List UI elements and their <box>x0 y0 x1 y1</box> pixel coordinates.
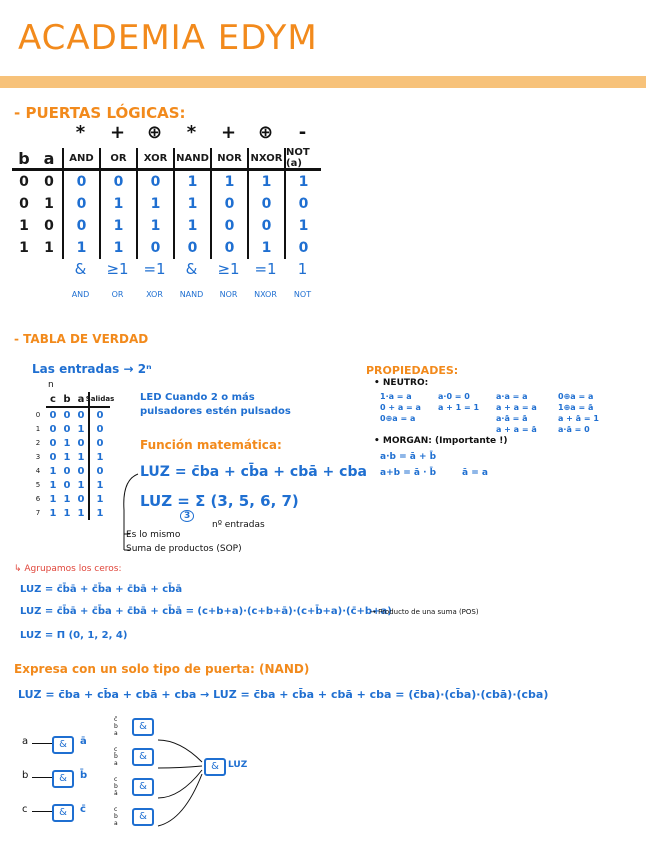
tv-cell: 1 <box>63 451 71 463</box>
operator-symbol: ⊕ <box>146 122 163 143</box>
operator-symbol: - <box>298 122 307 143</box>
page-title: ACADEMIA EDYM <box>18 18 318 58</box>
nand-input-label: c <box>22 804 28 815</box>
neutro-item: a·ā = ā <box>496 414 528 423</box>
iec-gate-symbol: =1 <box>143 260 166 278</box>
tv-cell: 0 <box>77 493 85 505</box>
gate-table-cell: 0 <box>136 171 173 193</box>
iec-gate-symbol: =1 <box>254 260 277 278</box>
nand-input-label: a <box>22 736 29 747</box>
logic-gates-table <box>12 122 321 259</box>
same-note: Es lo mismo <box>126 530 181 540</box>
gate-table-cell: 0 <box>173 237 210 259</box>
tv-cell: 1 <box>63 507 71 519</box>
stack-input-label: a <box>114 760 118 767</box>
gate-table-cell: 0 <box>136 237 173 259</box>
wire <box>32 743 52 744</box>
gate-table-cell: 1 <box>99 215 136 237</box>
wire <box>32 777 52 778</box>
gate-table-header: NXOR <box>247 148 284 171</box>
properties-heading: PROPIEDADES: <box>366 364 459 377</box>
stack-input-label: b <box>114 813 118 820</box>
tv-cell: 1 <box>49 507 57 519</box>
n-label: n <box>48 380 54 390</box>
stack-input-label: a <box>114 820 118 827</box>
gate-table-cell: 0 <box>210 193 247 215</box>
ansi-gate-symbol: NAND <box>179 290 204 299</box>
stack-input-label: ā <box>114 790 118 797</box>
neutro-item: 0 + a = a <box>380 403 421 412</box>
gate-table-cell: 1 <box>136 215 173 237</box>
tv-cell: 0 <box>63 423 71 435</box>
tv-cell: 1 <box>49 493 57 505</box>
gate-table-cell: 0 <box>284 237 321 259</box>
stack-input-label: b <box>114 783 118 790</box>
tv-row-index: 6 <box>35 495 41 503</box>
tv-cell: 1 <box>77 451 85 463</box>
gate-table-header: OR <box>99 148 136 171</box>
final-nand-gate: & <box>204 758 226 776</box>
gate-table-cell: 1 <box>210 171 247 193</box>
neutro-item: a·0 = 0 <box>438 392 470 401</box>
neutro-item <box>380 425 438 436</box>
entradas-note: Las entradas → 2ⁿ <box>32 362 152 376</box>
gate-table-cell: 1 <box>247 171 284 193</box>
tv-row-index: 4 <box>35 467 41 475</box>
function-title: Función matemática: <box>140 438 282 452</box>
gate-table-cell: 1 <box>99 193 136 215</box>
truth-table <box>30 392 115 520</box>
tv-cell: 0 <box>49 451 57 463</box>
tv-row-index: 3 <box>35 453 41 461</box>
zeros-line-1: LUZ = c̄b̄ā + c̄b̄a + c̄bā + cb̄ā <box>20 584 183 595</box>
gate-table-cell: 1 <box>247 237 284 259</box>
tv-cell: 0 <box>49 423 57 435</box>
tv-header: b <box>60 392 74 408</box>
tv-row-index: 0 <box>35 411 41 419</box>
tv-row-index: 5 <box>35 481 41 489</box>
neutro-item: a + 1 = 1 <box>438 403 480 412</box>
operator-symbol: * <box>75 122 86 143</box>
gate-table-cell: 0 <box>19 196 29 212</box>
tv-cell: 1 <box>63 493 71 505</box>
gate-table-cell: 1 <box>99 237 136 259</box>
gate-table-cell: 1 <box>173 215 210 237</box>
gate-table-cell: 0 <box>210 237 247 259</box>
stack-input-label: a <box>114 730 118 737</box>
stack-input-label: b <box>114 723 118 730</box>
nand-output-label: ā <box>80 736 87 747</box>
zeros-line-3: LUZ = Π (0, 1, 2, 4) <box>20 630 128 641</box>
ansi-gate-symbols <box>62 290 321 299</box>
zeros-line-2: LUZ = c̄b̄ā + c̄b̄a + c̄bā + cb̄ā = (c+b+a)·(c+b+ā)·(c+b̄+a)·(c̄+b+a) <box>20 606 392 617</box>
tv-cell: 0 <box>77 465 85 477</box>
iec-gate-symbol: ≥1 <box>106 260 129 278</box>
tv-cell: 1 <box>88 506 110 520</box>
gate-table-header: NOT (a) <box>284 148 321 171</box>
morgan-1: a·b = ā + b̄ <box>380 452 437 462</box>
ansi-gate-symbol: OR <box>111 290 124 299</box>
section-heading-truth-table: - TABLA DE VERDAD <box>14 332 149 346</box>
function-expression: LUZ = c̄ba + cb̄a + cbā + cba <box>140 464 367 480</box>
tv-cell: 1 <box>88 450 110 464</box>
neutro-item: a·ā = 0 <box>558 425 590 434</box>
tv-cell: 0 <box>88 422 110 436</box>
tv-cell: 0 <box>88 408 110 422</box>
sop-note: Suma de productos (SOP) <box>126 544 242 554</box>
three-input-nand-gate: & <box>132 748 154 766</box>
neutro-item: 1·a = a <box>380 392 412 401</box>
neutro-properties <box>380 392 618 436</box>
gate-table-cell: 1 <box>44 196 54 212</box>
tv-header: c <box>46 392 60 408</box>
tv-cell: 0 <box>77 437 85 449</box>
tv-cell: 1 <box>77 423 85 435</box>
operator-symbol: ⊕ <box>257 122 274 143</box>
gate-table-header: NAND <box>173 148 210 171</box>
tv-cell: 0 <box>49 409 57 421</box>
stack-input-label: c <box>114 746 118 753</box>
iec-gate-symbol: ≥1 <box>217 260 240 278</box>
three-input-nand-gate: & <box>132 808 154 826</box>
stack-input-label: c̄ <box>114 716 118 723</box>
nand-expression: LUZ = c̄ba + cb̄a + cbā + cba → LUZ = c̄ba + cb̄a + cbā + cba = (c̄ba)·(cb̄a)·(cbā)·(cba) <box>18 688 549 701</box>
gate-table-cell: 0 <box>62 215 99 237</box>
iec-gate-symbol: & <box>185 260 198 278</box>
gate-table-cell: 0 <box>210 215 247 237</box>
gate-table-cell: 0 <box>44 174 54 190</box>
tv-cell: 1 <box>63 437 71 449</box>
tv-header: Salidas <box>88 392 110 408</box>
n-entradas-note: nº entradas <box>212 520 265 530</box>
inverter-nand-gate: & <box>52 736 74 754</box>
gate-table-cell: 0 <box>19 174 29 190</box>
sum-expression: LUZ = Σ (3, 5, 6, 7) <box>140 492 299 510</box>
output-label: LUZ <box>228 760 248 770</box>
gate-table-cell: 1 <box>284 171 321 193</box>
stack-input-label: c <box>114 776 118 783</box>
iec-gate-symbol: 1 <box>297 260 308 278</box>
zeros-heading: ↳ Agrupamos los ceros: <box>14 564 122 574</box>
gate-table-header: NOR <box>210 148 247 171</box>
gate-table-cell: 1 <box>19 218 29 234</box>
led-line-1: LED Cuando 2 o más <box>140 392 255 403</box>
tv-cell: 0 <box>63 479 71 491</box>
nand-input-label: b <box>22 770 29 781</box>
tv-cell: 0 <box>88 436 110 450</box>
neutro-label: • NEUTRO: <box>374 378 429 388</box>
ansi-gate-symbol: XOR <box>146 290 163 299</box>
gate-table-cell: 0 <box>247 215 284 237</box>
gate-table-cell: 0 <box>99 171 136 193</box>
inverter-nand-gate: & <box>52 770 74 788</box>
gate-table-cell: 1 <box>44 240 54 256</box>
tv-header: a <box>74 392 88 408</box>
neutro-item: a·a = a <box>496 392 528 401</box>
gate-table-cell: 1 <box>284 215 321 237</box>
ansi-gate-symbol: NXOR <box>254 290 277 299</box>
gate-table-header: AND <box>62 148 99 171</box>
neutro-item: 1⊕a = ā <box>558 403 594 412</box>
stack-input-label: c <box>114 806 118 813</box>
tv-cell: 0 <box>49 437 57 449</box>
three-input-nand-gate: & <box>132 778 154 796</box>
operator-symbol: + <box>220 122 237 143</box>
ansi-gate-symbol: AND <box>71 290 90 299</box>
sum-subscript: 3 <box>180 510 194 522</box>
pos-note: → Producto de una suma (POS) <box>370 608 479 616</box>
morgan-2: a+b = ā · b̄ <box>380 468 437 478</box>
neutro-item <box>438 425 496 436</box>
tv-row-index: 1 <box>35 425 41 433</box>
iec-gate-symbol: & <box>74 260 87 278</box>
neutro-item: a + a = ā <box>496 425 537 434</box>
morgan-3: ā = a <box>462 468 488 478</box>
led-line-2: pulsadores estén pulsados <box>140 406 291 417</box>
nand-output-label: c̄ <box>80 804 86 815</box>
nand-wiring <box>140 710 250 840</box>
gate-table-cell: 0 <box>284 193 321 215</box>
neutro-item: 0⊕a = a <box>380 414 416 423</box>
wire <box>32 811 52 812</box>
inverter-nand-gate: & <box>52 804 74 822</box>
gate-table-header: a <box>36 148 62 171</box>
tv-cell: 0 <box>63 465 71 477</box>
tv-cell: 0 <box>63 409 71 421</box>
tv-cell: 1 <box>49 465 57 477</box>
ansi-gate-symbol: NOR <box>219 290 238 299</box>
gate-table-cell: 1 <box>136 193 173 215</box>
gate-table-cell: 0 <box>44 218 54 234</box>
tv-row-index: 2 <box>35 439 41 447</box>
tv-cell: 0 <box>77 409 85 421</box>
gate-table-cell: 1 <box>173 193 210 215</box>
tv-cell: 1 <box>49 479 57 491</box>
gate-table-cell: 1 <box>62 237 99 259</box>
gate-table-cell: 0 <box>62 171 99 193</box>
gate-table-cell: 1 <box>173 171 210 193</box>
title-underline-bar <box>0 76 646 88</box>
nand-output-label: b̄ <box>80 770 88 781</box>
neutro-item: a + ā = 1 <box>558 414 599 423</box>
section-heading-gates: - PUERTAS LÓGICAS: <box>14 104 186 122</box>
bracket-arrows <box>118 470 144 560</box>
gate-table-cell: 0 <box>62 193 99 215</box>
neutro-item: a + a = a <box>496 403 537 412</box>
tv-row-index: 7 <box>35 509 41 517</box>
neutro-item: 0⊕a = a <box>558 392 594 401</box>
operator-symbol: * <box>186 122 197 143</box>
nand-heading: Expresa con un solo tipo de puerta: (NAND) <box>14 662 310 676</box>
gate-table-cell: 1 <box>19 240 29 256</box>
iec-gate-symbols <box>62 260 321 278</box>
tv-corner <box>30 392 46 406</box>
neutro-item <box>438 414 496 425</box>
stack-input-label: b̄ <box>114 753 118 760</box>
gate-table-cell: 0 <box>247 193 284 215</box>
morgan-label: • MORGAN: (Importante !) <box>374 436 508 446</box>
tv-cell: 1 <box>88 478 110 492</box>
operator-symbol: + <box>109 122 126 143</box>
three-input-nand-gate: & <box>132 718 154 736</box>
gate-table-header: XOR <box>136 148 173 171</box>
gate-table-header: b <box>12 148 36 171</box>
ansi-gate-symbol: NOT <box>293 290 312 299</box>
tv-cell: 0 <box>88 464 110 478</box>
tv-cell: 1 <box>88 492 110 506</box>
tv-cell: 1 <box>77 507 85 519</box>
tv-cell: 1 <box>77 479 85 491</box>
